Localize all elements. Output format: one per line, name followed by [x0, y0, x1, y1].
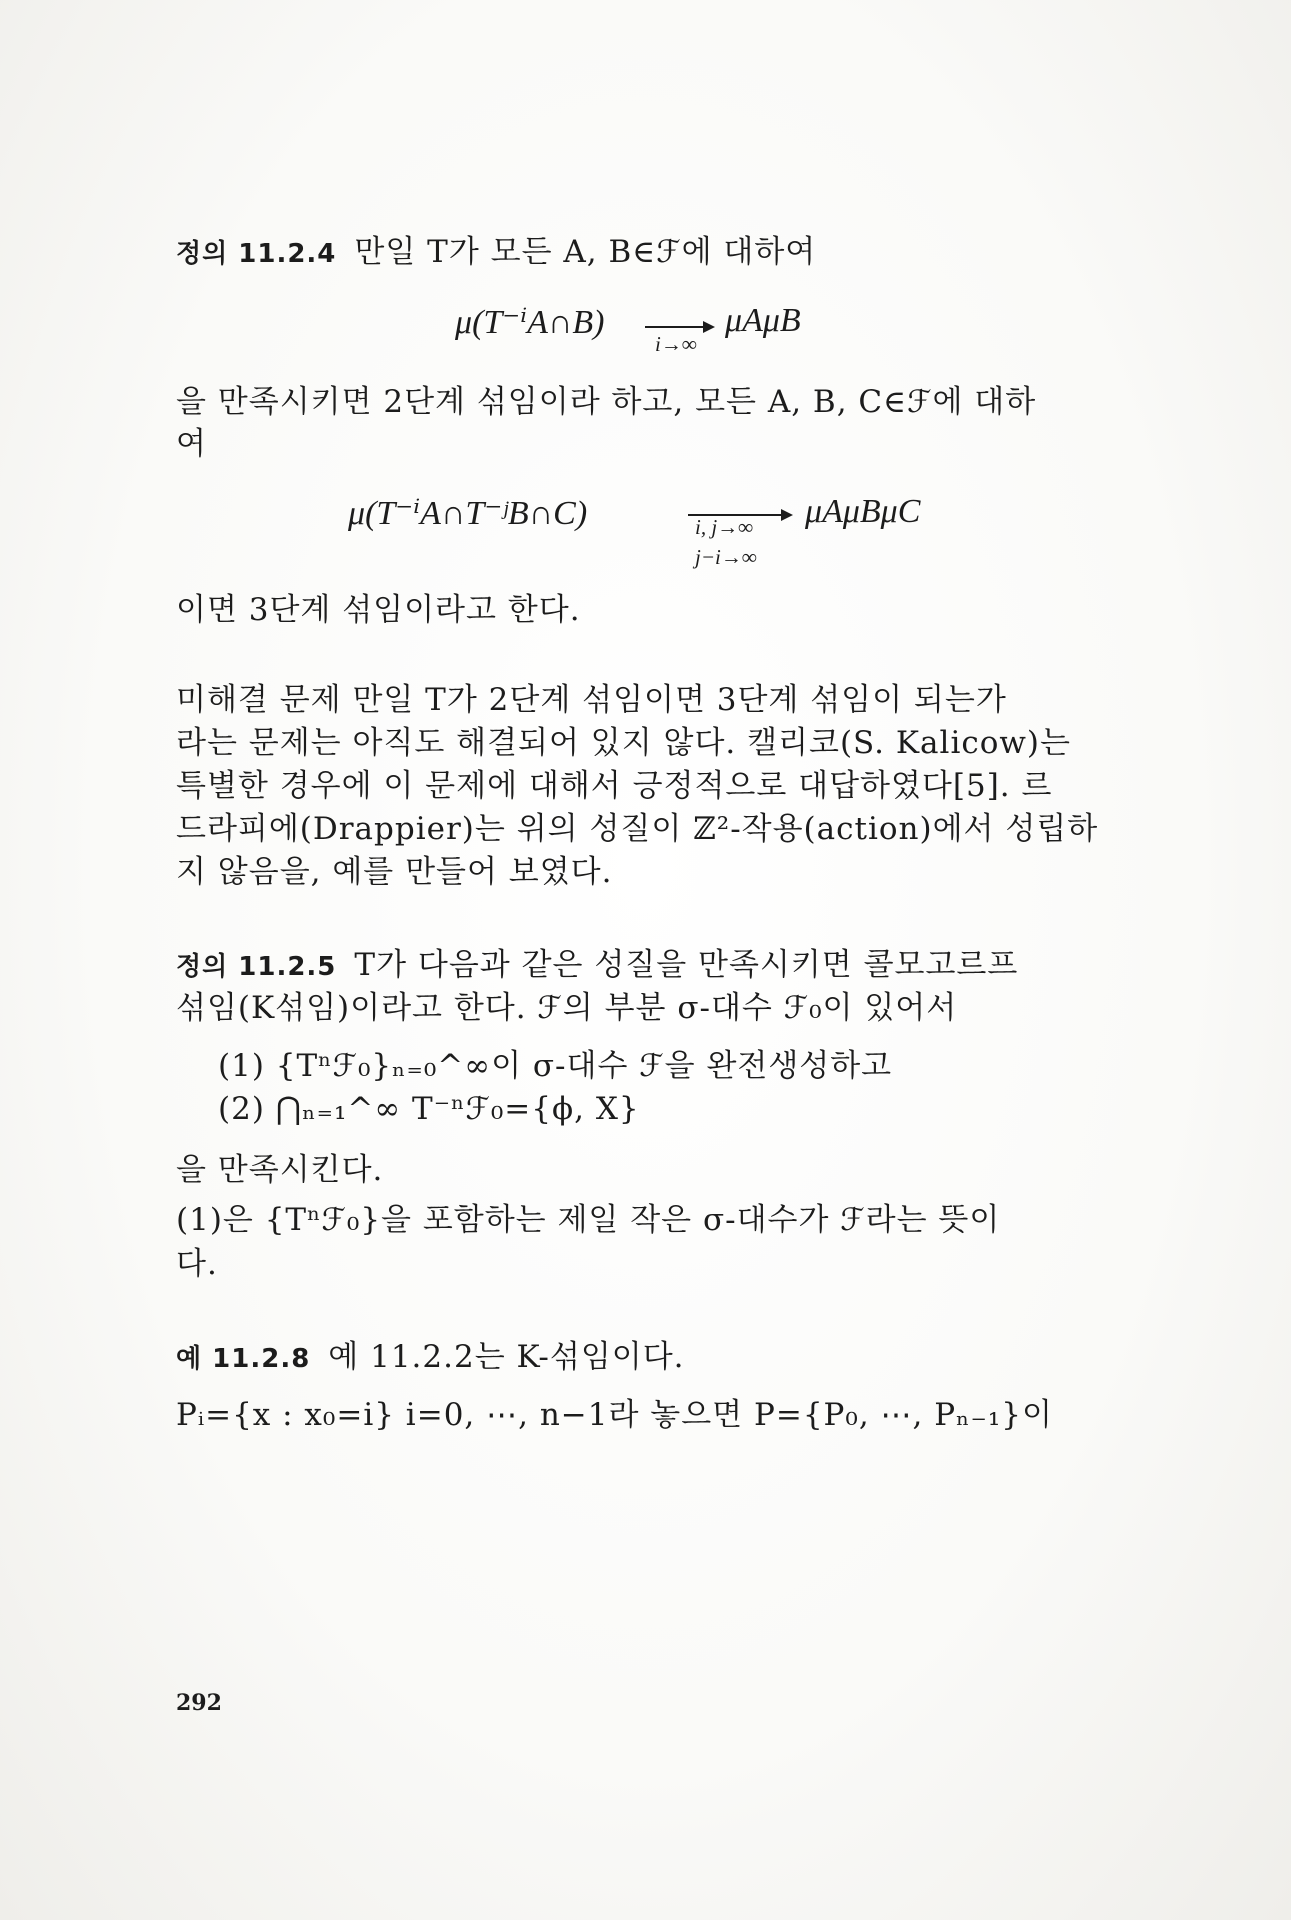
text-line: (1)은 {Tⁿℱ₀}을 포함하는 제일 작은 σ-대수가 ℱ라는 뜻이 [176, 1202, 1001, 1238]
condition-1: (1) {Tⁿℱ₀}ₙ₌₀^∞이 σ-대수 ℱ을 완전생성하고 [218, 1048, 893, 1084]
limit-arrow-head [703, 321, 715, 333]
formula-2-mixing-lhs: μ(T⁻ⁱA∩B) [455, 304, 605, 341]
formula-2-mixing-rhs: μAμB [725, 302, 801, 339]
text-line: 라는 문제는 아직도 해결되어 있지 않다. 캘리코(S. Kalicow)는 [176, 725, 1071, 761]
text-line: 을 만족시키면 2단계 섞임이라 하고, 모든 A, B, C∈ℱ에 대하 [176, 384, 1037, 420]
limit-arrow-line [645, 326, 705, 328]
text-line: 섞임(K섞임)이라고 한다. ℱ의 부분 σ-대수 ℱ₀이 있어서 [176, 990, 958, 1026]
text-line: 드라피에(Drappier)는 위의 성질이 ℤ²-작용(action)에서 성립하 [176, 811, 1099, 847]
example-text: 예 11.2.2는 K-섞임이다. [328, 1339, 685, 1375]
formula-3-mixing-lhs: μ(T⁻ⁱA∩T⁻ʲB∩C) [348, 495, 588, 532]
formula-limit-label: i→∞ [655, 332, 697, 356]
text-line: 미해결 문제 만일 T가 2단계 섞임이면 3단계 섞임이 되는가 [176, 682, 1007, 718]
text-line: 여 [176, 426, 207, 462]
text-line: Pᵢ={x : x₀=i} i=0, ⋯, n−1라 놓으면 P={P₀, ⋯, Pₙ₋₁}이 [176, 1397, 1053, 1433]
definition-text: 만일 T가 모든 A, B∈ℱ에 대하여 [354, 234, 817, 270]
text-line: 을 만족시킨다. [176, 1152, 384, 1188]
definition-label: 정의 11.2.4 [176, 239, 337, 269]
definition-11-2-5-heading [176, 945, 1156, 987]
page-number: 292 [176, 1690, 222, 1716]
formula-limit-top: i, j→∞ [695, 515, 754, 539]
example-label: 예 11.2.8 [176, 1344, 311, 1374]
text-line: 다. [176, 1246, 218, 1282]
example-11-2-8-heading [176, 1337, 1156, 1379]
limit-arrow-head [781, 509, 793, 521]
text-line: 특별한 경우에 이 문제에 대해서 긍정적으로 대답하였다[5]. 르 [176, 768, 1053, 804]
condition-2: (2) ⋂ₙ₌₁^∞ T⁻ⁿℱ₀={ϕ, X} [218, 1091, 640, 1127]
formula-limit-bottom: j−i→∞ [695, 545, 757, 569]
text-line: 이면 3단계 섞임이라고 한다. [176, 592, 581, 628]
formula-3-mixing-rhs: μAμBμC [805, 493, 921, 530]
text-line: 지 않음을, 예를 만들어 보였다. [176, 854, 613, 890]
definition-label: 정의 11.2.5 [176, 952, 337, 982]
definition-11-2-4-heading [176, 232, 1156, 274]
definition-text: T가 다음과 같은 성질을 만족시키면 콜모고르프 [354, 947, 1019, 983]
